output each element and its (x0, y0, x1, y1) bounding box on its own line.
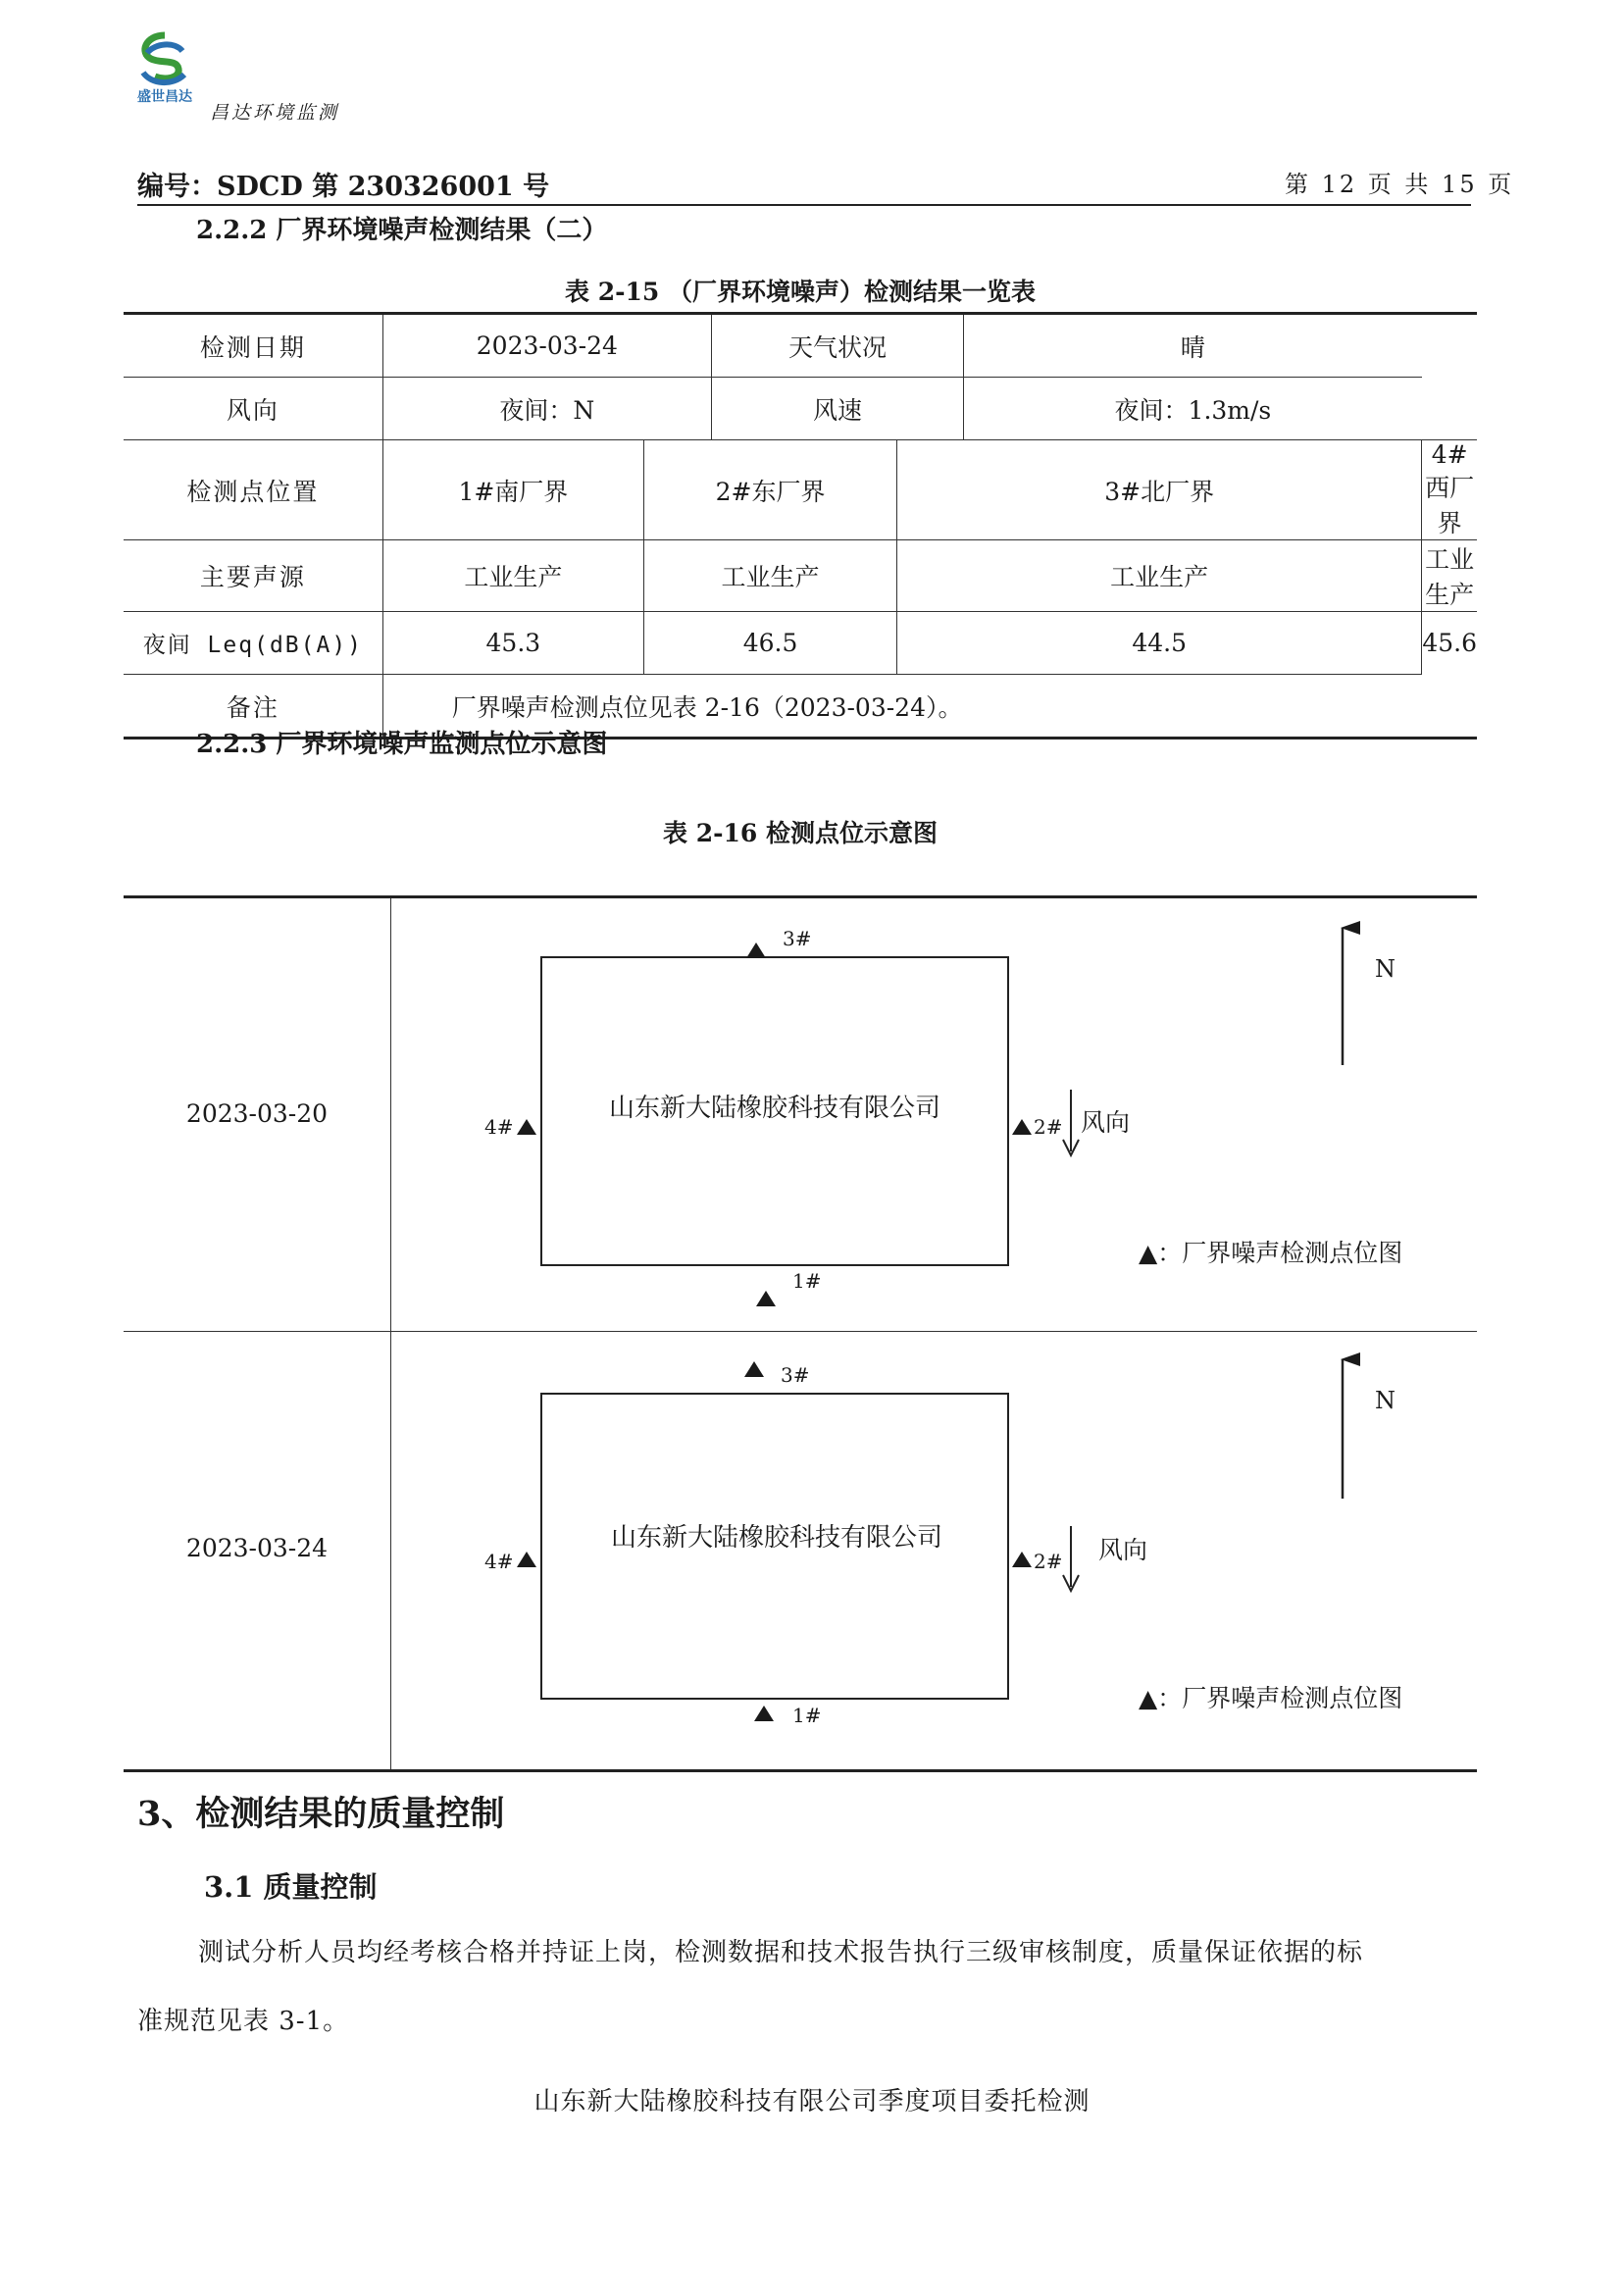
quality-control-paragraph-line-1: 测试分析人员均经考核合格并持证上岗，检测数据和技术报告执行三级审核制度，质量保证依据的标 (198, 1938, 1364, 1967)
north-label: N (1375, 955, 1396, 983)
source-4: 工业生产 (1422, 540, 1477, 612)
point-3-label: 3# (783, 927, 812, 950)
source-1: 工业生产 (382, 540, 643, 612)
page-footer: 山东新大陆橡胶科技有限公司季度项目委托检测 (533, 2087, 1091, 2116)
remark-label: 备注 (124, 675, 382, 739)
diagram-date-2: 2023-03-24 (185, 1534, 329, 1562)
leq-label: 夜间 Leq(dB(A)) (124, 612, 382, 675)
point-2-label: 2# (1034, 1550, 1063, 1573)
section-3-1-heading: 3.1 质量控制 (204, 1870, 378, 1904)
point-3-label: 3# (781, 1363, 810, 1387)
company-name: 山东新大陆橡胶科技有限公司 (610, 1523, 943, 1553)
site-diagrams (124, 898, 1477, 1769)
section-2-2-3-heading: 2.2.3 厂界环境噪声监测点位示意图 (196, 730, 608, 759)
company-logo (126, 29, 204, 108)
report-number: 编号：SDCD 第 230326001 号 (137, 172, 550, 202)
noise-results-table (124, 312, 1477, 739)
remark-value: 厂界噪声检测点位见表 2-16（2023-03-24）。 (382, 675, 1422, 739)
monitoring-point-diagram-table (124, 895, 1477, 1772)
triangle-icon (1012, 1119, 1032, 1135)
page-info: 第 12 页 共 15 页 (1285, 171, 1515, 198)
weather-value: 晴 (964, 314, 1422, 378)
table-2-15-caption: 表 2-15 （厂界环境噪声）检测结果一览表 (565, 278, 1036, 306)
legend-text: ▲：厂界噪声检测点位图 (1139, 1239, 1403, 1267)
point-4-label: 4# (484, 1115, 514, 1139)
point-4: 4#西厂界 (1422, 440, 1477, 540)
leq-2: 46.5 (644, 612, 897, 675)
site-diagram-2 (484, 1359, 1402, 1727)
triangle-icon (517, 1119, 536, 1135)
leq-3: 44.5 (897, 612, 1422, 675)
legend-text: ▲：厂界噪声检测点位图 (1139, 1684, 1403, 1712)
leq-1: 45.3 (382, 612, 643, 675)
table-row (124, 540, 1477, 612)
wind-speed-label: 风速 (711, 378, 963, 440)
company-logo-icon (126, 29, 204, 108)
point-3: 3#北厂界 (897, 440, 1422, 540)
quality-control-paragraph-line-2: 准规范见表 3-1。 (137, 2007, 350, 2036)
point-4-label: 4# (484, 1550, 514, 1573)
date-value: 2023-03-24 (382, 314, 711, 378)
triangle-icon (754, 1706, 774, 1721)
table-row (124, 314, 1477, 378)
point-1-label: 1# (792, 1704, 822, 1727)
date-label: 检测日期 (199, 332, 306, 362)
point-2-label: 2# (1034, 1115, 1063, 1139)
triangle-icon (756, 1291, 776, 1306)
triangle-icon (746, 943, 766, 958)
wind-label: 风向 (1081, 1108, 1131, 1137)
wind-speed-value: 夜间：1.3m/s (964, 378, 1422, 440)
north-label: N (1375, 1387, 1396, 1414)
point-1-label: 1# (792, 1269, 822, 1293)
triangle-icon (1012, 1552, 1032, 1567)
header-rule (137, 204, 1471, 206)
triangle-icon (517, 1552, 536, 1567)
table-2-16-caption: 表 2-16 检测点位示意图 (663, 819, 938, 847)
point-label: 检测点位置 (124, 440, 382, 540)
triangle-icon (744, 1361, 764, 1377)
table-row (124, 378, 1477, 440)
wind-direction-value: 夜间：N (382, 378, 711, 440)
section-2-2-2-heading: 2.2.2 厂界环境噪声检测结果（二） (196, 216, 608, 245)
wind-label: 风向 (1098, 1536, 1148, 1564)
point-1: 1#南厂界 (382, 440, 643, 540)
brand-tagline: 昌达环境监测 (210, 102, 340, 124)
point-2: 2#东厂界 (644, 440, 897, 540)
weather-label: 天气状况 (711, 314, 963, 378)
section-3-heading: 3、检测结果的质量控制 (137, 1794, 505, 1834)
leq-4: 45.6 (1422, 612, 1477, 675)
logo-name: 盛世昌达 (137, 89, 192, 105)
source-label: 主要声源 (124, 540, 382, 612)
table-row (124, 440, 1477, 540)
company-name: 山东新大陆橡胶科技有限公司 (608, 1094, 941, 1123)
site-diagram-1 (484, 927, 1402, 1306)
diagram-date-1: 2023-03-20 (185, 1099, 329, 1128)
source-3: 工业生产 (897, 540, 1422, 612)
wind-direction-label: 风向 (124, 378, 382, 440)
table-row (124, 612, 1477, 675)
source-2: 工业生产 (644, 540, 897, 612)
